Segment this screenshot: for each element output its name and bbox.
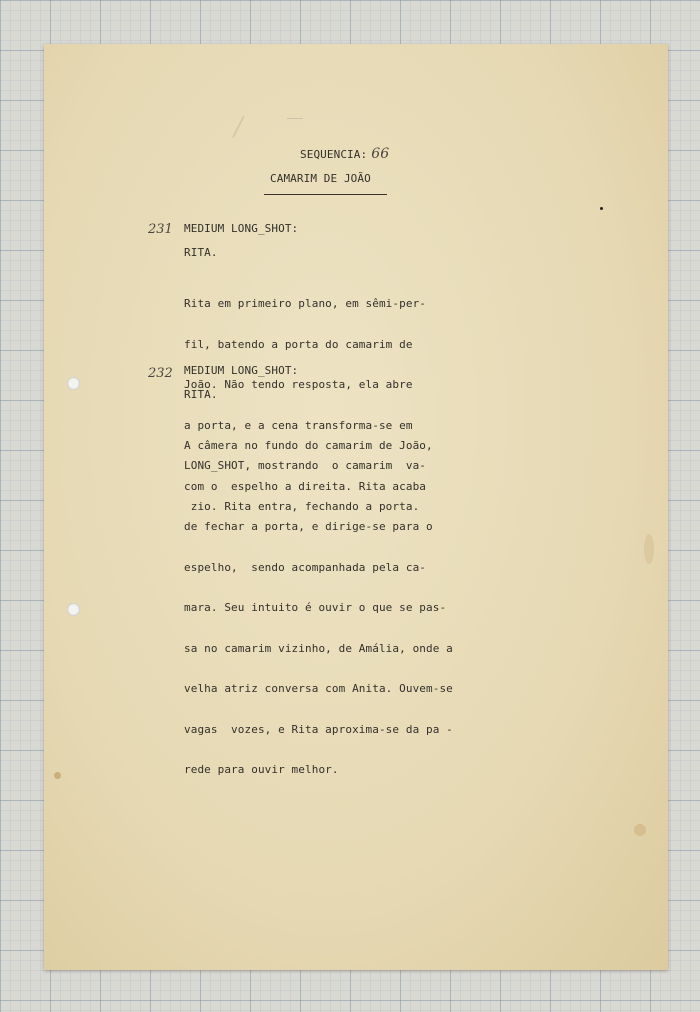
paper-stain [634,824,646,836]
action-line: velha atriz conversa com Anita. Ouvem-se [184,682,453,695]
action-line: de fechar a porta, e dirige-se para o [184,520,433,533]
paper-stain [644,534,654,564]
shot-heading: MEDIUM LONG_SHOT: [184,222,299,235]
scene-number: 232 [148,366,173,381]
character-name: RITA. [184,246,218,259]
ink-dot [600,207,603,210]
action-line: LONG_SHOT, mostrando o camarim va- [184,459,427,472]
sequence-subtitle: CAMARIM DE JOÃO [270,172,371,185]
shot-heading: MEDIUM LONG_SHOT: [184,364,299,377]
punch-hole [67,377,80,390]
character-name: RITA. [184,388,218,401]
scene-number: 231 [148,222,173,237]
sequence-header [300,148,389,162]
action-line: com o espelho a direita. Rita acaba [184,479,427,493]
action-line: a porta, e a cena transforma-se em [184,418,413,432]
action-line: vagas vozes, e Rita aproxima-se da pa - [184,722,453,736]
typewritten-page [44,44,668,970]
sequence-label: SEQUENCIA: [300,148,368,161]
action-line: zio. Rita entra, fechando a porta. [184,499,420,513]
action-line: fil, batendo a porta do camarim de [184,337,413,351]
sequence-number: 66 [371,146,390,162]
paper-stain [54,772,61,779]
action-line: João. Não tendo resposta, ela abre [184,378,413,391]
action-line: Rita em primeiro plano, em sêmi-per- [184,297,427,310]
action-block [184,412,453,804]
action-line: espelho, sendo acompanhada pela ca- [184,560,427,574]
action-line: rede para ouvir melhor. [184,763,339,776]
header-underline [264,194,387,195]
action-line: sa no camarim vizinho, de Amália, onde a [184,641,453,655]
punch-hole [67,603,80,616]
pencil-scribble: / [234,112,243,142]
action-line: A câmera no fundo do camarim de João, [184,439,433,452]
action-line: mara. Seu intuito é ouvir o que se pas- [184,601,447,614]
pencil-dash [287,118,303,119]
